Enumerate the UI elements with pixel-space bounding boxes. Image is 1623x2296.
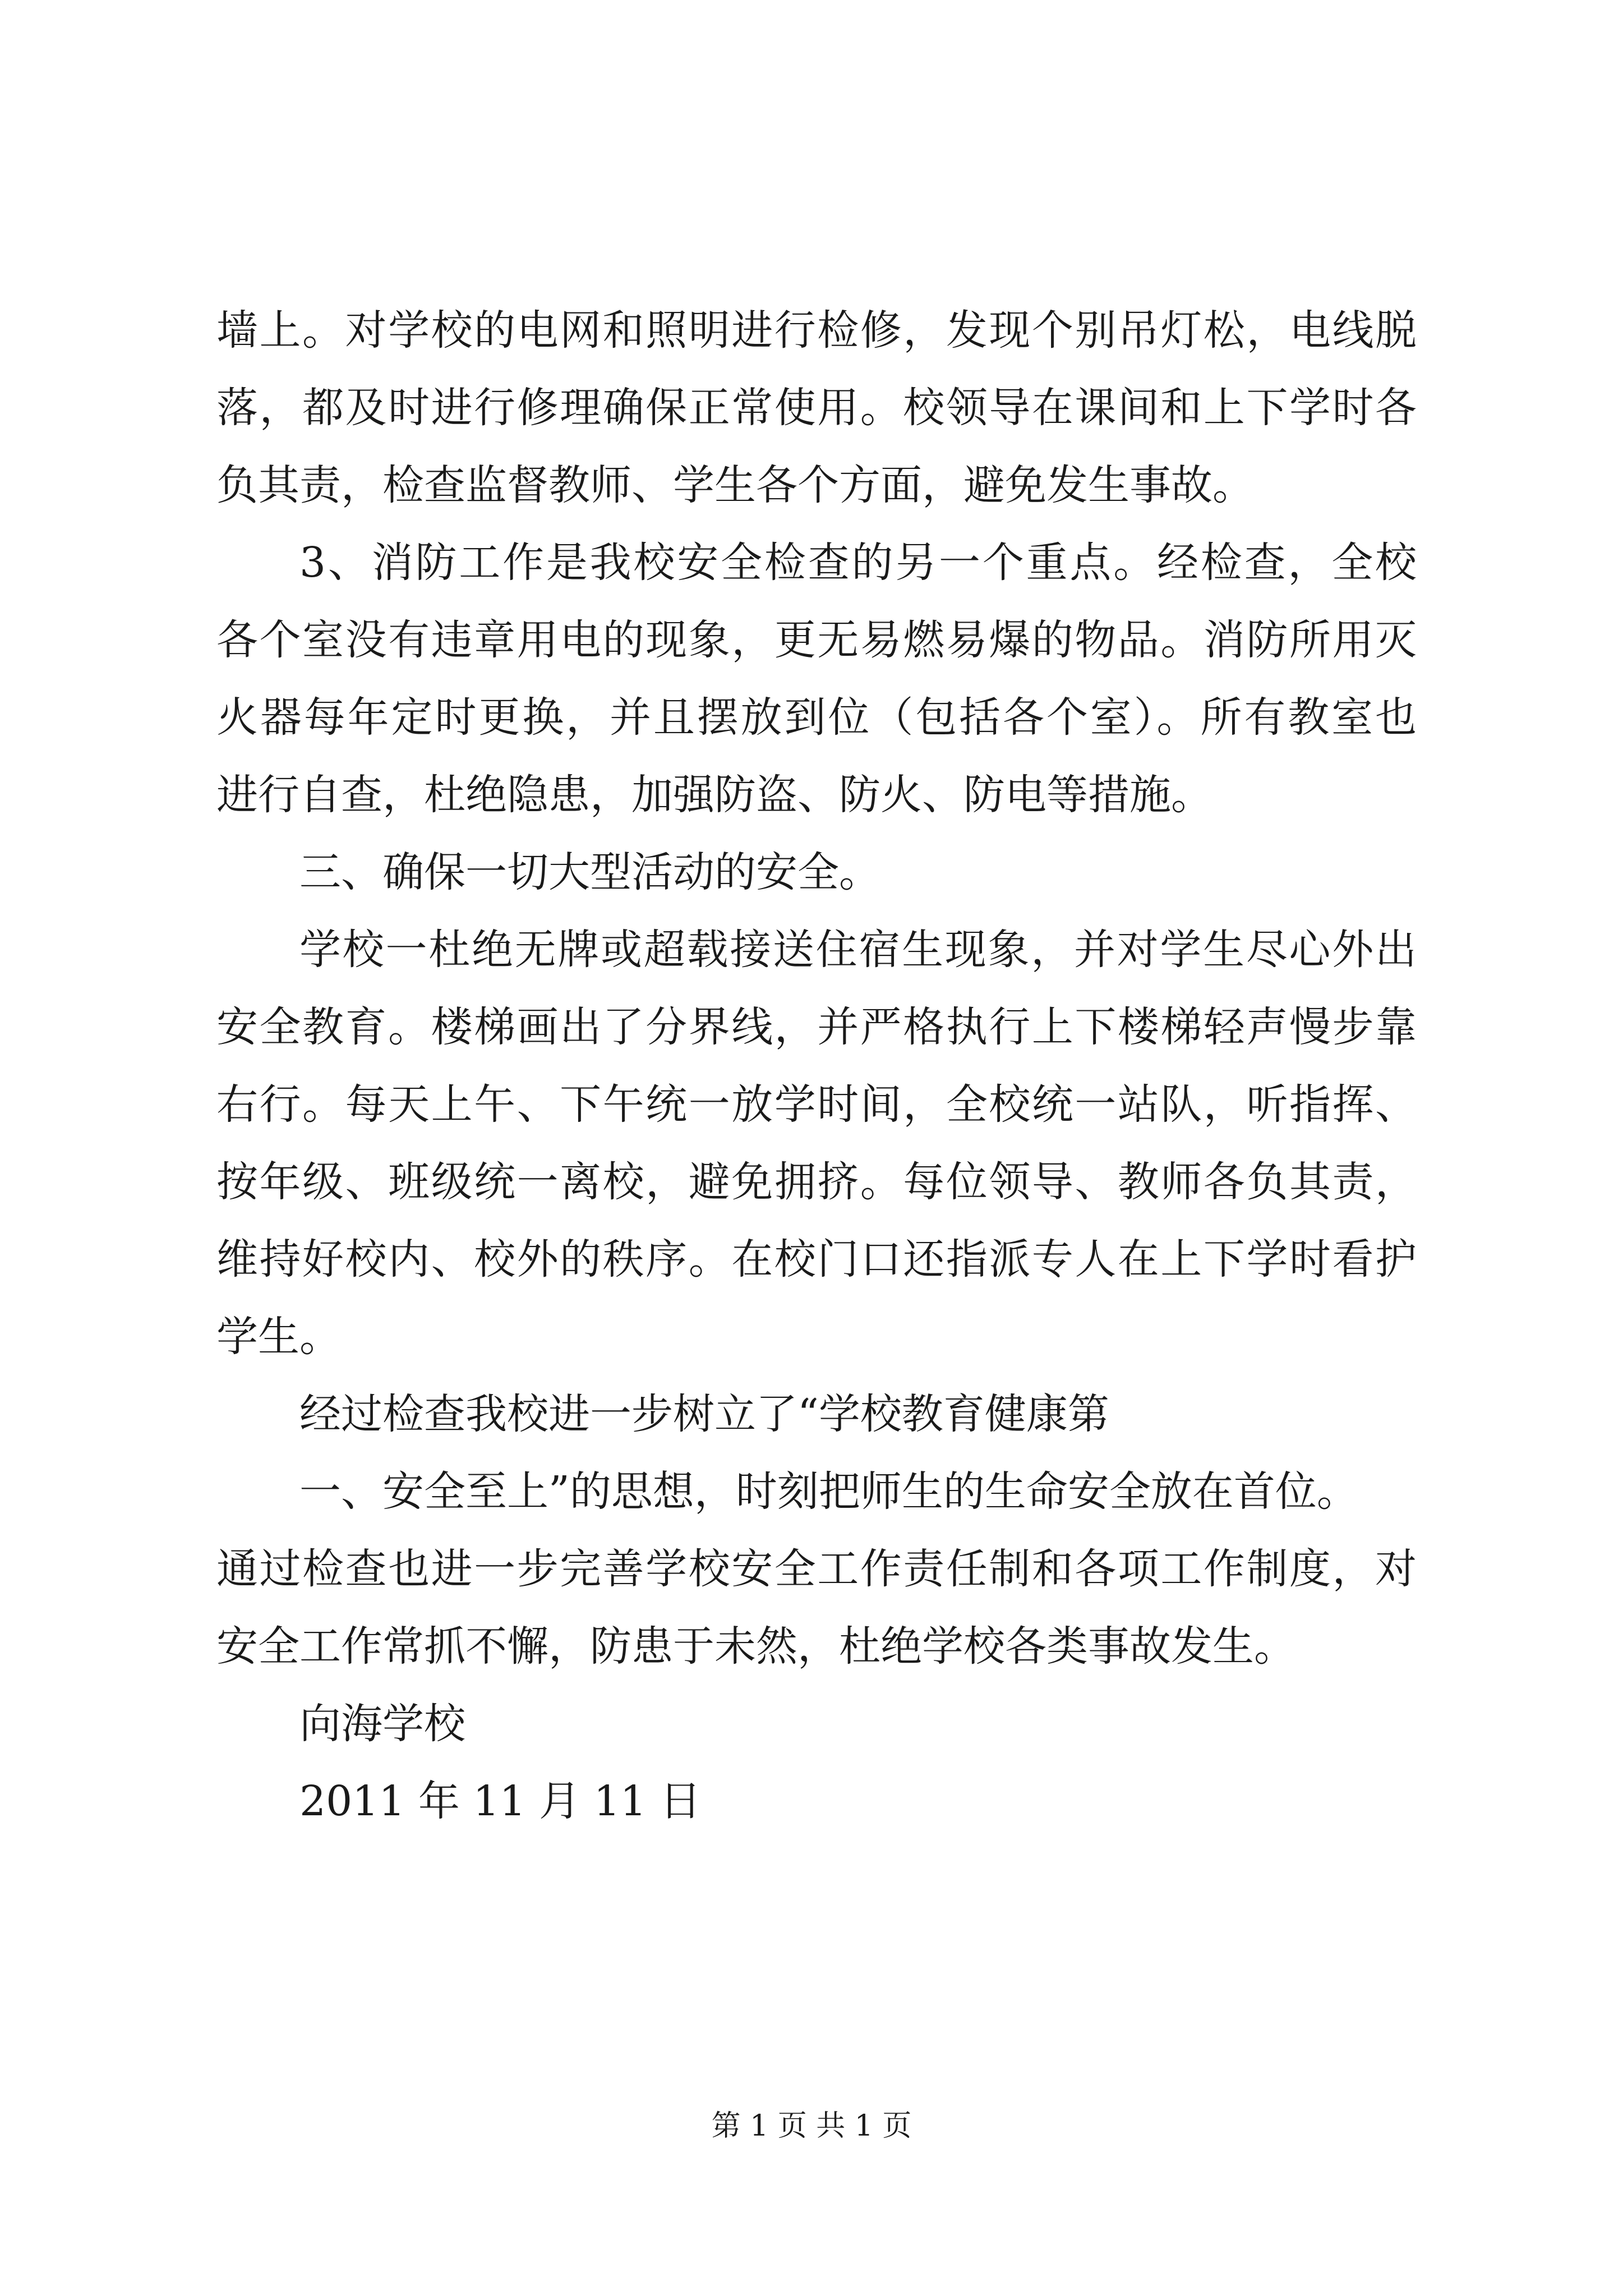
section-heading: 三、确保一切大型活动的安全。 bbox=[299, 848, 880, 896]
text-line: 一、安全至上”的思想，时刻把师生的生命安全放在首位。 bbox=[299, 1467, 1358, 1516]
text-line: 3、消防工作是我校安全检查的另一个重点。经检查，全校 bbox=[299, 539, 1417, 587]
text-line: 进行自查，杜绝隐患，加强防盗、防火、防电等措施。 bbox=[216, 771, 1212, 819]
text-line: 火器每年定时更换，并且摆放到位（包括各个室）。所有教室也 bbox=[216, 693, 1417, 742]
text-line: 通过检查也进一步完善学校安全工作责任制和各项工作制度，对 bbox=[216, 1545, 1417, 1593]
text-line: 落，都及时进行修理确保正常使用。校领导在课间和上下学时各 bbox=[216, 384, 1417, 432]
text-line: 学校一杜绝无牌或超载接送住宿生现象，并对学生尽心外出 bbox=[299, 926, 1417, 974]
text-line: 安全教育。楼梯画出了分界线，并严格执行上下楼梯轻声慢步靠 bbox=[216, 1003, 1417, 1051]
text-line: 安全工作常抓不懈，防患于未然，杜绝学校各类事故发生。 bbox=[216, 1622, 1295, 1671]
page-indicator: 第 1 页 共 1 页 bbox=[711, 2109, 912, 2143]
text-line: 维持好校内、校外的秩序。在校门口还指派专人在上下学时看护 bbox=[216, 1235, 1417, 1283]
text-line: 各个室没有违章用电的现象，更无易燃易爆的物品。消防所用灭 bbox=[216, 616, 1417, 664]
page-footer bbox=[0, 2106, 1623, 2146]
text-line: 学生。 bbox=[216, 1313, 341, 1361]
text-line: 右行。每天上午、下午统一放学时间，全校统一站队，听指挥、 bbox=[216, 1080, 1417, 1129]
text-line: 经过检查我校进一步树立了“学校教育健康第 bbox=[299, 1390, 1109, 1438]
text-line: 负其责，检查监督教师、学生各个方面，避免发生事故。 bbox=[216, 461, 1254, 509]
text-line: 按年级、班级统一离校，避免拥挤。每位领导、教师各负其责， bbox=[216, 1158, 1417, 1206]
document-body bbox=[216, 292, 1417, 1840]
signature-school: 向海学校 bbox=[299, 1700, 465, 1748]
signature-date: 2011 年 11 月 11 日 bbox=[299, 1777, 702, 1825]
text-line: 墙上。对学校的电网和照明进行检修，发现个别吊灯松，电线脱 bbox=[216, 306, 1417, 355]
